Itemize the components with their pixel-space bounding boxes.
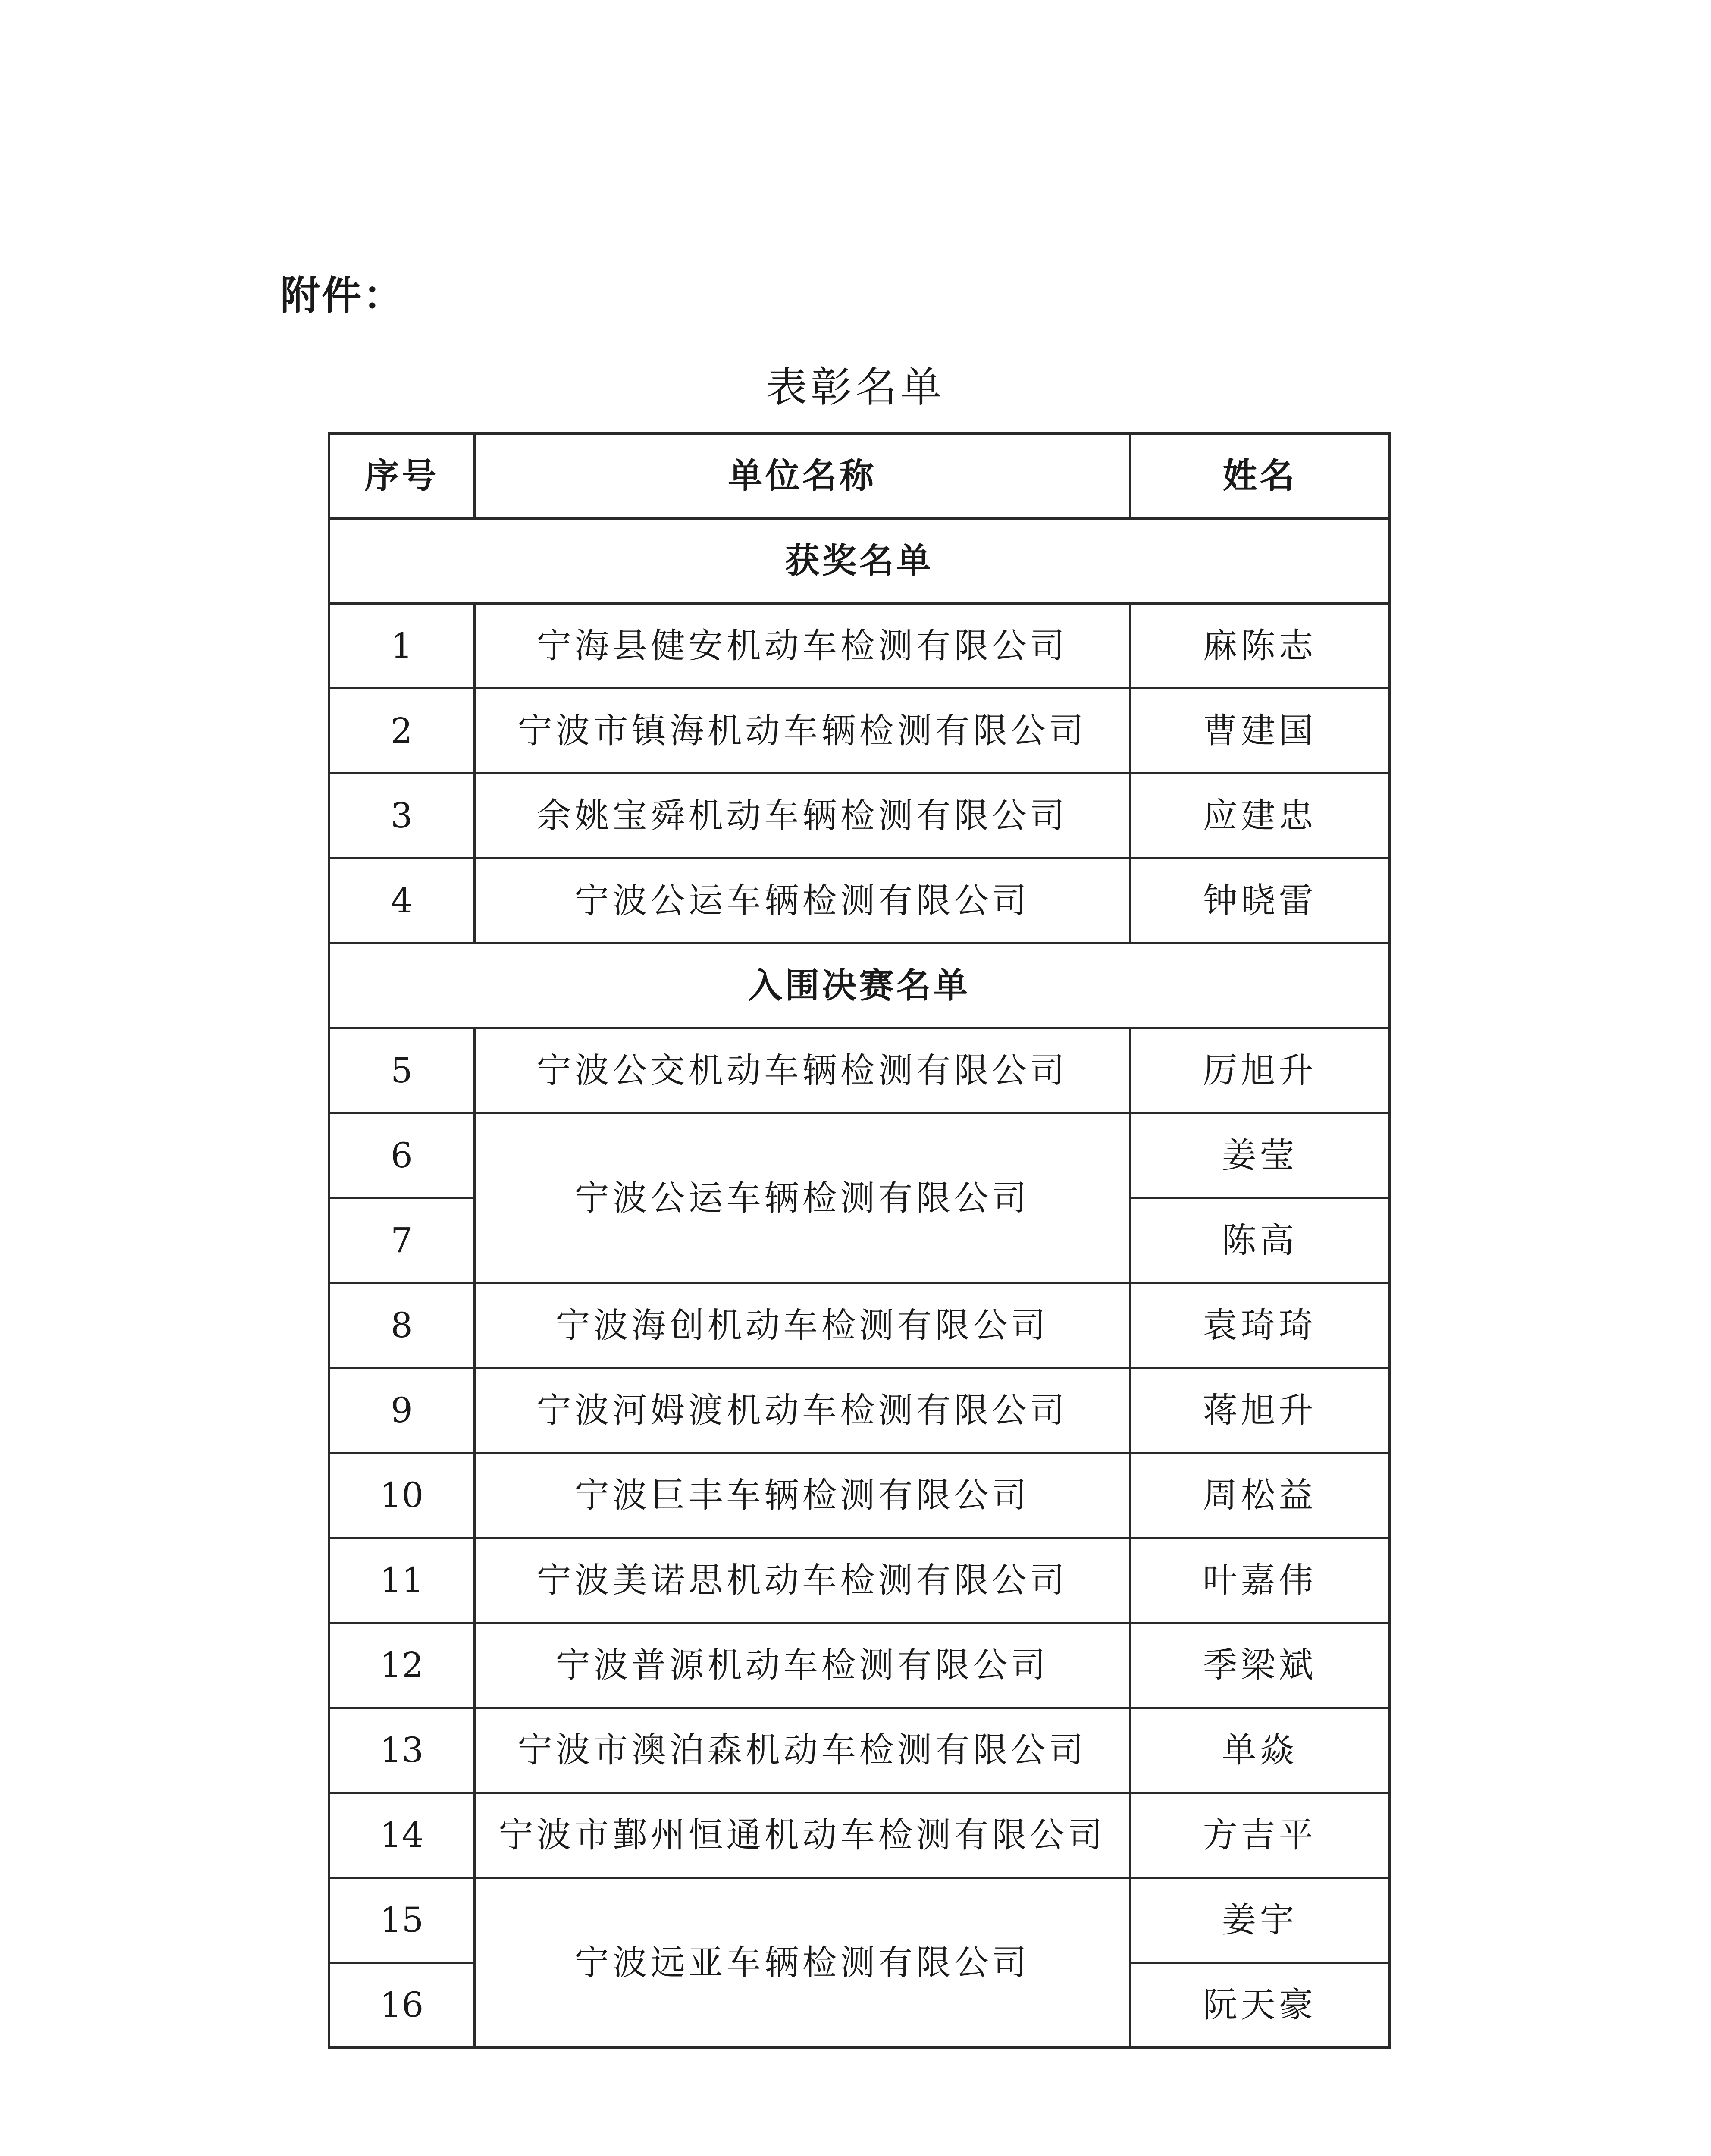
- attachment-label: 附件：: [280, 273, 405, 319]
- header-name: 姓名: [1130, 434, 1390, 519]
- name-cell: 蒋旭升: [1130, 1368, 1390, 1453]
- unit-cell: 宁波公运车辆检测有限公司: [475, 1113, 1130, 1283]
- unit-cell: 宁波远亚车辆检测有限公司: [475, 1878, 1130, 2048]
- seq-cell: 11: [329, 1538, 475, 1623]
- name-cell: 厉旭升: [1130, 1028, 1390, 1113]
- name-cell: 陈高: [1130, 1198, 1390, 1283]
- seq-cell: 1: [329, 604, 475, 689]
- section-heading-finalists: 入围决赛名单: [329, 943, 1390, 1028]
- table-row: [329, 1368, 1390, 1453]
- name-cell: 钟晓雷: [1130, 859, 1390, 943]
- section-heading-awarded: 获奖名单: [329, 519, 1390, 604]
- unit-cell: 宁波市镇海机动车辆检测有限公司: [475, 689, 1130, 774]
- seq-cell: 3: [329, 774, 475, 859]
- unit-cell: 宁波市澳泊森机动车检测有限公司: [475, 1708, 1130, 1793]
- section-row-finalists: [329, 943, 1390, 1028]
- name-cell: 曹建国: [1130, 689, 1390, 774]
- section-row-awarded: [329, 519, 1390, 604]
- name-cell: 袁琦琦: [1130, 1283, 1390, 1368]
- name-cell: 阮天豪: [1130, 1963, 1390, 2048]
- name-cell: 姜宇: [1130, 1878, 1390, 1963]
- name-cell: 季梁斌: [1130, 1623, 1390, 1708]
- seq-cell: 16: [329, 1963, 475, 2048]
- seq-cell: 12: [329, 1623, 475, 1708]
- name-cell: 应建忠: [1130, 774, 1390, 859]
- table-row: [329, 774, 1390, 859]
- name-cell: 单焱: [1130, 1708, 1390, 1793]
- unit-cell: 宁波市鄞州恒通机动车检测有限公司: [475, 1793, 1130, 1878]
- seq-cell: 14: [329, 1793, 475, 1878]
- table-row: [329, 1878, 1390, 1963]
- table-header-row: [329, 434, 1390, 519]
- name-cell: 姜莹: [1130, 1113, 1390, 1198]
- name-cell: 麻陈志: [1130, 604, 1390, 689]
- name-cell: 周松益: [1130, 1453, 1390, 1538]
- header-unit: 单位名称: [475, 434, 1130, 519]
- seq-cell: 15: [329, 1878, 475, 1963]
- table-row: [329, 859, 1390, 943]
- unit-cell: 宁波普源机动车检测有限公司: [475, 1623, 1130, 1708]
- seq-cell: 5: [329, 1028, 475, 1113]
- table-row: [329, 1453, 1390, 1538]
- unit-cell: 宁波巨丰车辆检测有限公司: [475, 1453, 1130, 1538]
- seq-cell: 13: [329, 1708, 475, 1793]
- document-title: 表彰名单: [766, 363, 945, 411]
- seq-cell: 7: [329, 1198, 475, 1283]
- header-seq: 序号: [329, 434, 475, 519]
- seq-cell: 2: [329, 689, 475, 774]
- table-row: [329, 1538, 1390, 1623]
- unit-cell: 宁海县健安机动车检测有限公司: [475, 604, 1130, 689]
- unit-cell: 宁波公交机动车辆检测有限公司: [475, 1028, 1130, 1113]
- name-cell: 方吉平: [1130, 1793, 1390, 1878]
- table-row: [329, 689, 1390, 774]
- table-row: [329, 1028, 1390, 1113]
- unit-cell: 余姚宝舜机动车辆检测有限公司: [475, 774, 1130, 859]
- unit-cell: 宁波海创机动车检测有限公司: [475, 1283, 1130, 1368]
- table-row: [329, 1623, 1390, 1708]
- table-row: [329, 604, 1390, 689]
- table-row: [329, 1793, 1390, 1878]
- seq-cell: 6: [329, 1113, 475, 1198]
- award-table: [328, 432, 1391, 2049]
- name-cell: 叶嘉伟: [1130, 1538, 1390, 1623]
- table-row: [329, 1708, 1390, 1793]
- seq-cell: 9: [329, 1368, 475, 1453]
- unit-cell: 宁波美诺思机动车检测有限公司: [475, 1538, 1130, 1623]
- unit-cell: 宁波公运车辆检测有限公司: [475, 859, 1130, 943]
- table-row: [329, 1283, 1390, 1368]
- table-row: [329, 1113, 1390, 1198]
- seq-cell: 10: [329, 1453, 475, 1538]
- seq-cell: 4: [329, 859, 475, 943]
- unit-cell: 宁波河姆渡机动车检测有限公司: [475, 1368, 1130, 1453]
- seq-cell: 8: [329, 1283, 475, 1368]
